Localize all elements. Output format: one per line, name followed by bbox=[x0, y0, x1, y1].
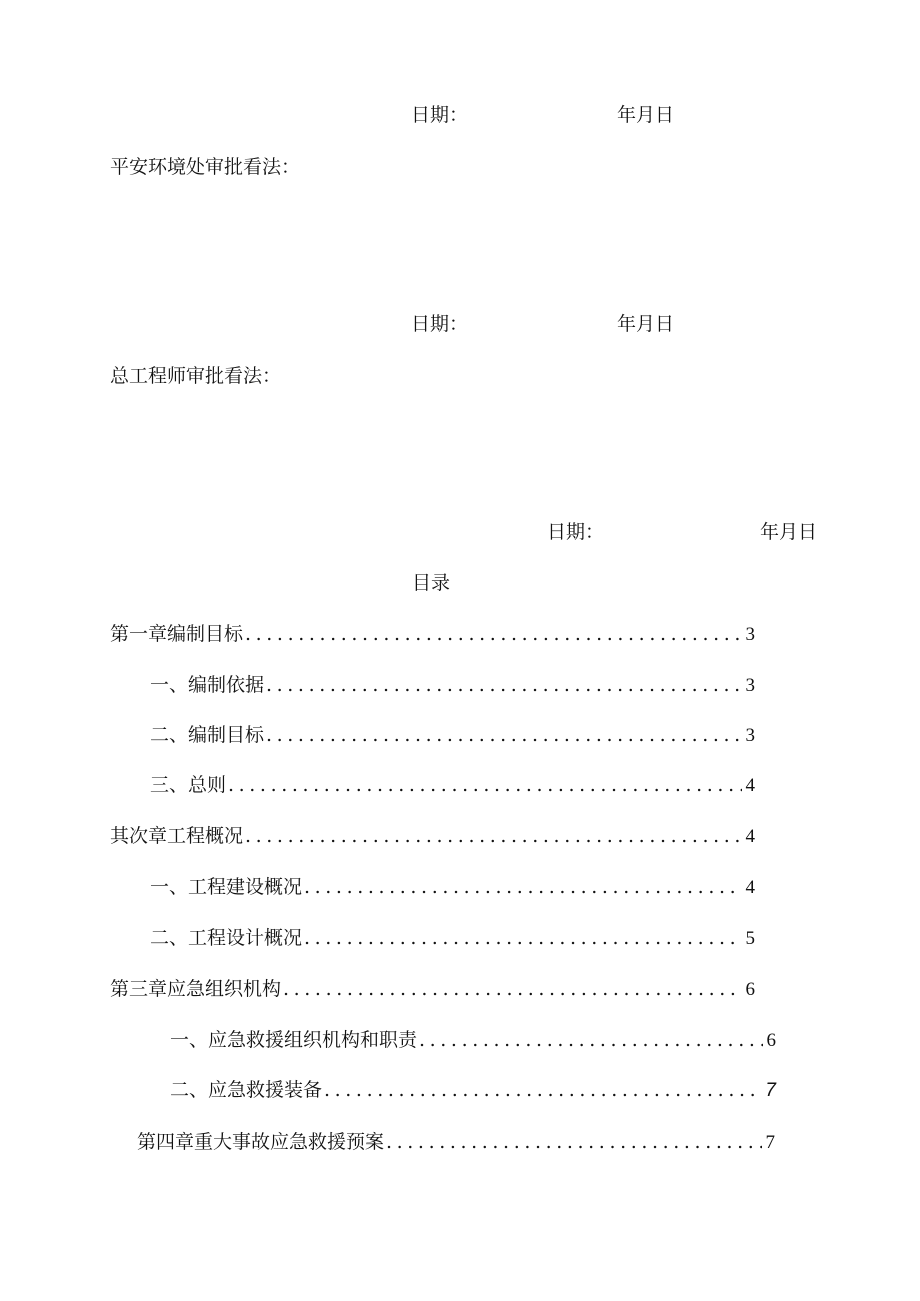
toc-entry-text: 二、工程设计概况 bbox=[150, 927, 303, 949]
toc-entry[interactable] bbox=[110, 824, 755, 849]
toc-entry[interactable] bbox=[110, 622, 755, 647]
toc-entry[interactable] bbox=[170, 1028, 776, 1053]
toc-entry-page: 4 bbox=[745, 826, 755, 847]
date-label: 日期： bbox=[547, 521, 605, 543]
date-ymd: 年月日 bbox=[760, 521, 818, 543]
toc-entry-text: 二、应急救援装备 bbox=[170, 1079, 323, 1101]
toc-entry-text: 第三章应急组织机构 bbox=[110, 978, 282, 1000]
toc-leader-dots bbox=[304, 875, 741, 899]
date-ymd: 年月日 bbox=[617, 313, 675, 335]
toc-entry-text: 二、编制目标 bbox=[150, 724, 265, 746]
toc-entry[interactable] bbox=[137, 1130, 775, 1155]
toc-entry[interactable] bbox=[170, 1078, 776, 1103]
toc-entry-page: 3 bbox=[745, 675, 755, 696]
toc-leader-dots bbox=[266, 673, 741, 697]
date-label: 日期： bbox=[411, 313, 469, 335]
toc-entry[interactable] bbox=[150, 926, 755, 951]
toc-entry-page: 4 bbox=[745, 775, 755, 796]
toc-entry-page: 6 bbox=[745, 979, 755, 1000]
toc-entry-page: 6 bbox=[766, 1030, 776, 1051]
toc-leader-dots bbox=[283, 977, 741, 1001]
toc-leader-dots bbox=[266, 723, 741, 747]
toc-entry-page: 7 bbox=[765, 1080, 776, 1101]
toc-entry-text: 其次章工程概况 bbox=[110, 825, 244, 847]
toc-entry-text: 一、工程建设概况 bbox=[150, 876, 303, 898]
toc-entry-text: 一、编制依据 bbox=[150, 674, 265, 696]
toc-entry-page: 3 bbox=[745, 624, 755, 645]
toc-entry-page: 5 bbox=[745, 928, 755, 949]
toc-title: 目录 bbox=[412, 572, 451, 594]
toc-leader-dots bbox=[245, 622, 741, 646]
toc-leader-dots bbox=[245, 824, 741, 848]
toc-leader-dots bbox=[324, 1078, 761, 1102]
toc-leader-dots bbox=[228, 773, 741, 797]
toc-leader-dots bbox=[419, 1028, 762, 1052]
toc-entry-page: 3 bbox=[745, 725, 755, 746]
toc-entry[interactable] bbox=[150, 723, 755, 748]
toc-leader-dots bbox=[386, 1130, 761, 1154]
toc-entry-text: 一、应急救援组织机构和职责 bbox=[170, 1029, 418, 1051]
toc-entry[interactable] bbox=[110, 977, 755, 1002]
date-ymd: 年月日 bbox=[617, 104, 675, 126]
toc-entry[interactable] bbox=[150, 875, 755, 900]
toc-entry-text: 第一章编制目标 bbox=[110, 623, 244, 645]
chief-engineer-approval-label: 总工程师审批看法： bbox=[110, 365, 282, 387]
toc-entry-page: 4 bbox=[745, 877, 755, 898]
toc-entry-page: 7 bbox=[765, 1132, 775, 1153]
toc-entry-text: 三、总则 bbox=[150, 774, 227, 796]
date-label: 日期： bbox=[411, 104, 469, 126]
safety-dept-approval-label: 平安环境处审批看法： bbox=[110, 156, 301, 178]
toc-entry-text: 第四章重大事故应急救援预案 bbox=[137, 1131, 385, 1153]
toc-entry[interactable] bbox=[150, 673, 755, 698]
toc-entry[interactable] bbox=[150, 773, 755, 798]
toc-leader-dots bbox=[304, 926, 741, 950]
